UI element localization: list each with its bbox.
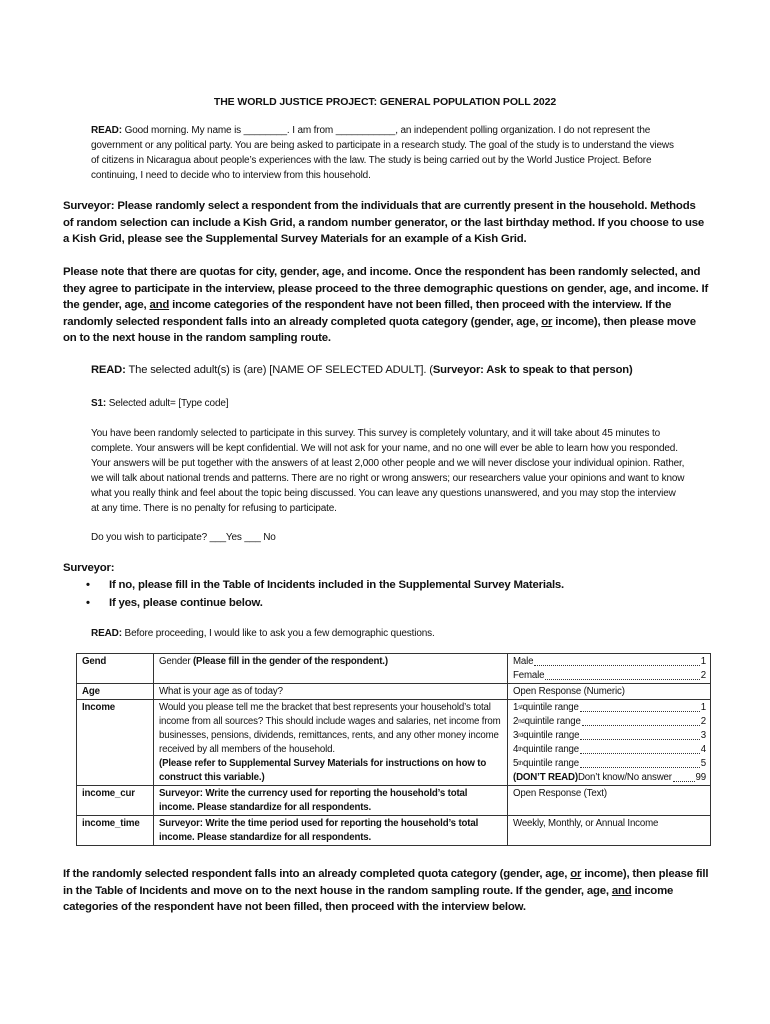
participate-question: Do you wish to participate? ___Yes ___ No [91,532,276,543]
option-male [513,655,706,669]
demographic-read-line [91,626,591,641]
option-code: 99 [695,772,706,783]
option-num: 3 [513,730,519,741]
option-dont-know [513,771,706,785]
dot-leader [580,729,699,740]
option-code: 2 [700,670,706,681]
option-quintile-4 [513,743,706,757]
intro-text: Good morning. My name is ________. I am from ___________, an independent polling organization. I do not represent the government or any political party. You are being asked to participate in a research study. The goal of the study is to understand the views of citizens in Nicaragua about people’s experiences with the law. The study is being carried out by the World Justice Project. Before continuing, I need to decide who to interview from this household. [91,125,674,181]
option-label: quintile range [524,716,581,727]
s1-text: Selected adult= [Type code] [106,398,229,409]
option-sup: nd [518,719,525,725]
option-female [513,669,706,683]
closing-text-3: income categories of the respondent have not been filled, then proceed with the interview below. [63,884,674,913]
closing-text-2: income), then please fill in the Table of Incidents and move on to the next house in the random sampling route. If the gender, age, [63,868,709,897]
question-age: What is your age as of today? [154,684,508,700]
consent-paragraph: You have been randomly selected to participate in this survey. This survey is completely voluntary, and it will take about 45 minutes to complete. Your answers will be kept confidential. We will not ask for your name, and no one will ever be able to learn how you responded. Your answers will be put together with the answers of at least 2,000 other people and we will never disclose your individual opinion. Rather, we will talk about national trends and patterns. There are no right or wrong answers; our researchers value your opinions and want to know what you really think and feel about the topic being discussed. You can leave any questions unanswered, and you may stop the interview at any time. There is no penalty for refusing to participate. [91,428,685,514]
intro-paragraph [91,123,681,183]
quota-note-or: or [541,315,553,328]
option-quintile-1 [513,701,706,715]
option-label: quintile range [523,730,580,741]
read-label: READ: [91,628,122,639]
surveyor-ask-instruction: Surveyor: Ask to speak to that person) [432,364,633,376]
option-num: 1 [513,702,519,713]
dot-leader [580,743,700,754]
option-num: 4 [513,744,519,755]
option-code: 3 [700,730,706,741]
table-row-income [77,700,711,786]
quota-note-paragraph [63,264,711,347]
var-income-cur: income_cur [77,786,154,816]
option-code: 2 [700,716,706,727]
option-label: quintile range [522,758,580,769]
closing-text-1: If the randomly selected respondent falls into an already completed quota category (gender, age, [63,868,571,880]
dot-leader [582,715,700,726]
demographic-table [76,653,711,846]
option-label: Don’t know/No answer [577,772,672,783]
surveyor-heading: Surveyor: [63,562,115,574]
quota-note-text-1: Please note that there are quotas for city, gender, age, and income. Once the respondent has been randomly selected, and they agree to participate in the interview, please proceed to the three demographic questions on gender, age, and income. If the gender, age, [63,266,709,311]
dot-leader [580,757,700,768]
table-row-income-time [77,816,711,846]
option-label: Female [513,670,545,681]
option-quintile-5 [513,757,706,771]
response-gender [508,654,711,684]
option-code: 1 [700,702,706,713]
s1-line [91,396,491,411]
option-code: 5 [700,758,706,769]
bullet-if-no: • If no, please fill in the Table of Incidents included in the Supplemental Survey Materials. [82,576,564,594]
closing-and: and [611,884,632,897]
surveyor-bullet-list [82,576,564,612]
s1-label: S1: [91,398,107,409]
option-sup: rd [518,733,524,739]
question-gender [154,654,508,684]
question-income-time: Surveyor: Write the time period used for reporting the household’s total income. Please standardize for all respondents. [154,816,508,846]
question-income-cur: Surveyor: Write the currency used for reporting the household’s total income. Please standardize for all respondents. [154,786,508,816]
quota-note-text-2: income categories of the respondent have not been filled, then proceed with the interview. If the randomly selected respondent falls into an already completed quota category (gender, age, [63,299,672,328]
option-sup: th [518,761,523,767]
table-row-age [77,684,711,700]
demographic-read-text: Before proceeding, I would like to ask you a few demographic questions. [121,628,435,639]
question-income-instruction: (Please refer to Supplemental Survey Materials for instructions on how to construct this variable.) [159,758,487,783]
option-label: Male [513,656,534,667]
var-income: Income [77,700,154,786]
var-income-time: income_time [77,816,154,846]
response-income-cur: Open Response (Text) [508,786,711,816]
option-num: 5 [513,758,519,769]
option-label: quintile range [522,744,580,755]
option-label: quintile range [522,702,579,713]
response-age: Open Response (Numeric) [508,684,711,700]
var-age: Age [77,684,154,700]
option-num: 2 [513,716,519,727]
option-quintile-2 [513,715,706,729]
selected-adult-text: The selected adult(s) is (are) [NAME OF SELECTED ADULT]. ( [125,364,433,376]
dot-leader [545,669,699,680]
quota-note-text-3: income), then please move on to the next house in the random sampling route. [63,315,696,344]
question-income [154,700,508,786]
question-gender-text: Gender [159,656,193,667]
surveyor-selection-instructions: Surveyor: Please randomly select a respondent from the individuals that are currently present in the household. Methods of random selection can include a Kish Grid, a random number generator, or the last birthday method. If you choose to use a Kish Grid, please see the Supplemental Survey Materials for an example of a Kish Grid. [63,200,705,245]
option-code: 1 [700,656,706,667]
closing-paragraph [63,866,713,916]
question-gender-instruction: (Please fill in the gender of the respondent.) [192,656,388,667]
quota-note-and: and [149,299,170,311]
response-income [508,700,711,786]
dot-leader [580,701,700,712]
option-sup: st [518,705,523,711]
option-code: 4 [700,744,706,755]
table-row-gender [77,654,711,684]
option-sup: th [518,747,523,753]
var-gender: Gend [77,654,154,684]
table-row-income-cur [77,786,711,816]
question-income-text: Would you please tell me the bracket that best represents your household’s total income from all sources? This should include wages and salaries, net income from businesses, pensions, dividends, remittances, rents, and any other money income received by all members of the household. [159,702,501,755]
dot-leader [673,771,695,782]
read-label: READ: [91,364,126,376]
selected-adult-line [91,363,691,378]
bullet-if-yes: • If yes, please continue below. [82,594,564,612]
read-label: READ: [91,125,122,136]
document-title: THE WORLD JUSTICE PROJECT: GENERAL POPULATION POLL 2022 [213,96,557,108]
response-income-time: Weekly, Monthly, or Annual Income [508,816,711,846]
closing-or: or [570,868,582,880]
dot-leader [534,655,699,666]
option-quintile-3 [513,729,706,743]
dont-read-label: (DON’T READ) [513,772,578,783]
